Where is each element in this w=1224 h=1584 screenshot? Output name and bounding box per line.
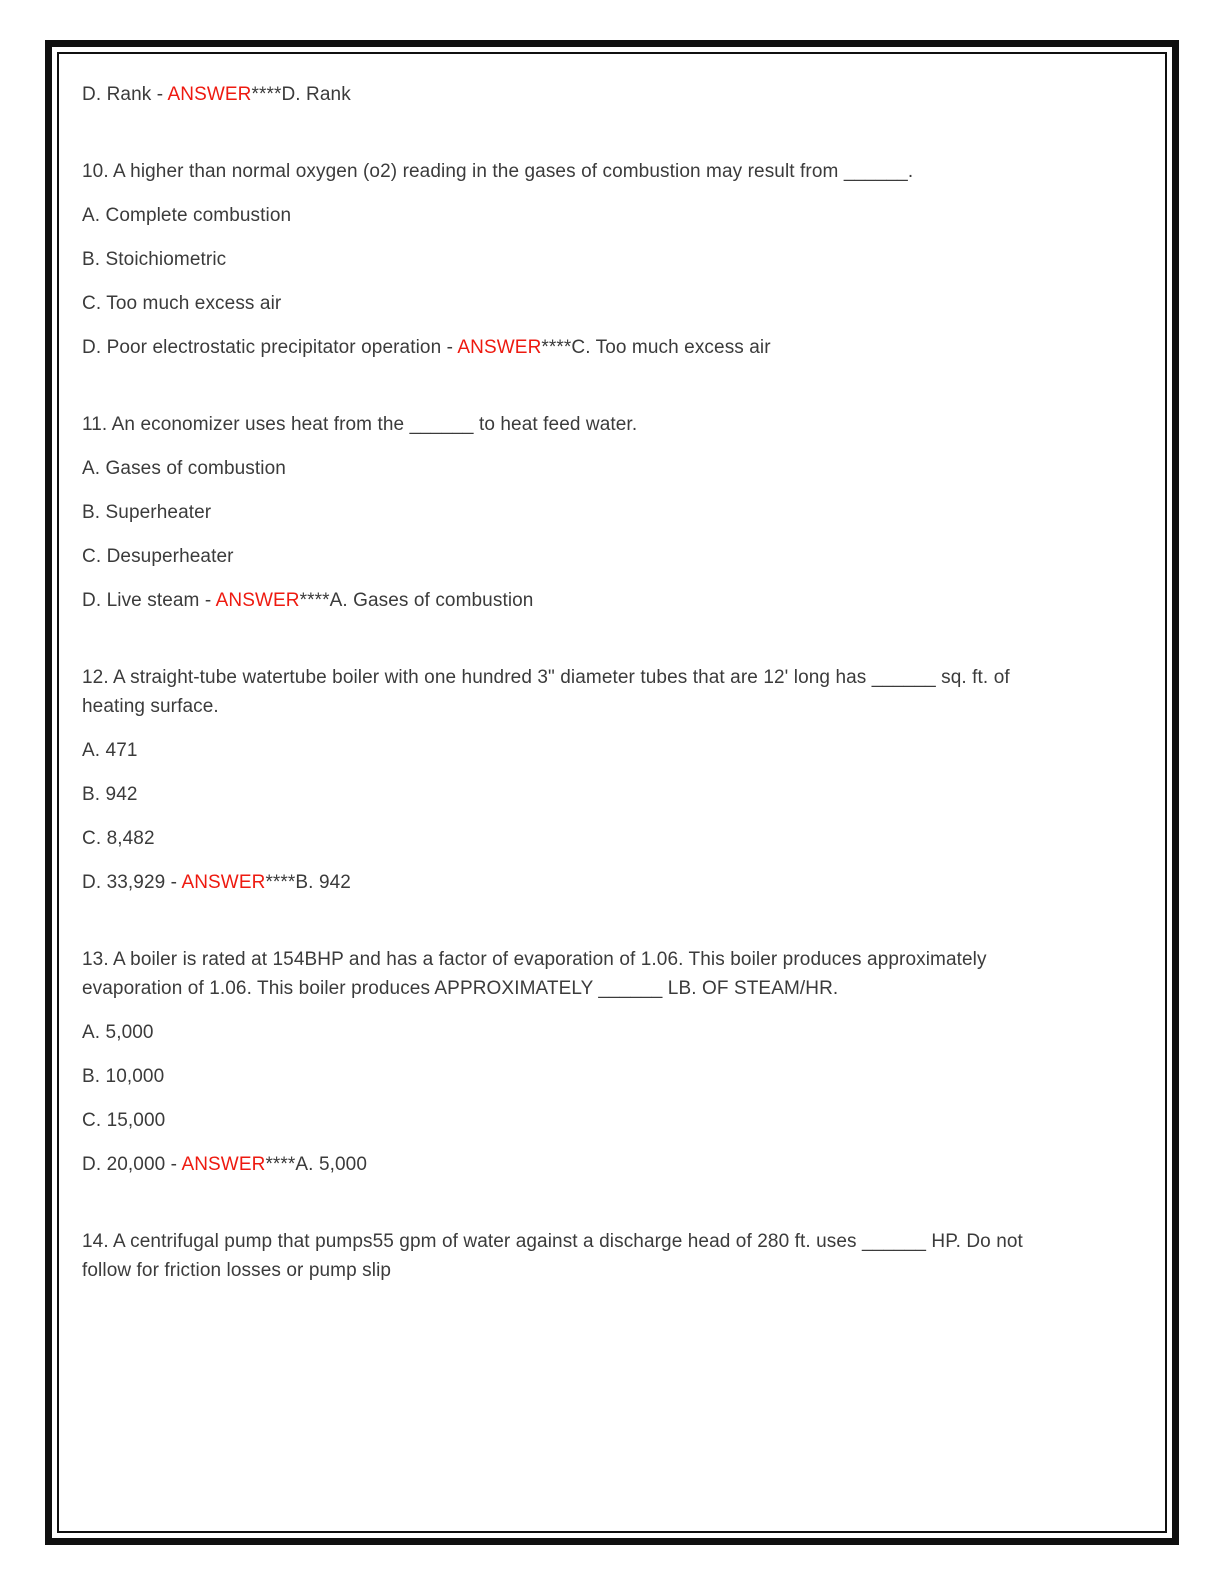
text-line: C. 8,482 bbox=[82, 828, 155, 849]
text-line: C. Too much excess air bbox=[82, 293, 282, 314]
text-line: B. Superheater bbox=[82, 502, 212, 523]
text-line: A. 471 bbox=[82, 740, 138, 761]
answer-line-suffix: ****A. 5,000 bbox=[265, 1154, 367, 1175]
answer-line-prefix: D. 33,929 - bbox=[82, 872, 182, 893]
answer-line-suffix: ****A. Gases of combustion bbox=[299, 590, 534, 611]
question-block bbox=[82, 157, 1152, 362]
text-line: 10. A higher than normal oxygen (o2) reading in the gases of combustion may result from ______. bbox=[82, 161, 914, 182]
answer-keyword: ANSWER bbox=[457, 337, 542, 358]
text-line: 11. An economizer uses heat from the ______ to heat feed water. bbox=[82, 414, 638, 435]
answer-keyword: ANSWER bbox=[215, 590, 300, 611]
text-line: B. 942 bbox=[82, 784, 138, 805]
text-line: C. 15,000 bbox=[82, 1110, 166, 1131]
answer-keyword: ANSWER bbox=[181, 872, 266, 893]
answer-line bbox=[82, 333, 1034, 362]
answer-line bbox=[82, 868, 1034, 897]
question-block bbox=[82, 410, 1152, 615]
answer-line-suffix: ****D. Rank bbox=[251, 84, 351, 105]
answer-line-suffix: ****C. Too much excess air bbox=[541, 337, 771, 358]
answer-line-prefix: D. Live steam - bbox=[82, 590, 216, 611]
text-line: 12. A straight-tube watertube boiler with one hundred 3" diameter tubes that are 12' long has ______ sq. ft. of heating surface. bbox=[82, 667, 1010, 717]
text-line: 13. A boiler is rated at 154BHP and has a factor of evaporation of 1.06. This boiler produces approximately evaporation of 1.06. This boiler produces APPROXIMATELY ______ LB. OF STEAM/HR. bbox=[82, 949, 987, 999]
answer-keyword: ANSWER bbox=[167, 84, 252, 105]
answer-line bbox=[82, 1150, 1034, 1179]
question-block bbox=[82, 80, 1152, 109]
text-line: A. Gases of combustion bbox=[82, 458, 286, 479]
answer-keyword: ANSWER bbox=[181, 1154, 266, 1175]
text-line: B. 10,000 bbox=[82, 1066, 165, 1087]
text-line: C. Desuperheater bbox=[82, 546, 234, 567]
question-block bbox=[82, 663, 1152, 897]
text-line: B. Stoichiometric bbox=[82, 249, 227, 270]
question-block bbox=[82, 1227, 1152, 1285]
text-line: A. Complete combustion bbox=[82, 205, 292, 226]
answer-line-prefix: D. Poor electrostatic precipitator operation - bbox=[82, 337, 458, 358]
answer-line-prefix: D. 20,000 - bbox=[82, 1154, 182, 1175]
text-line: 14. A centrifugal pump that pumps55 gpm of water against a discharge head of 280 ft. uses ______ HP. Do not follow for friction losses or pump slip bbox=[82, 1231, 1023, 1281]
answer-line bbox=[82, 586, 1034, 615]
answer-line-prefix: D. Rank - bbox=[82, 84, 168, 105]
text-line: A. 5,000 bbox=[82, 1022, 154, 1043]
answer-line-suffix: ****B. 942 bbox=[265, 872, 351, 893]
answer-line bbox=[82, 80, 1034, 109]
question-block bbox=[82, 945, 1152, 1179]
